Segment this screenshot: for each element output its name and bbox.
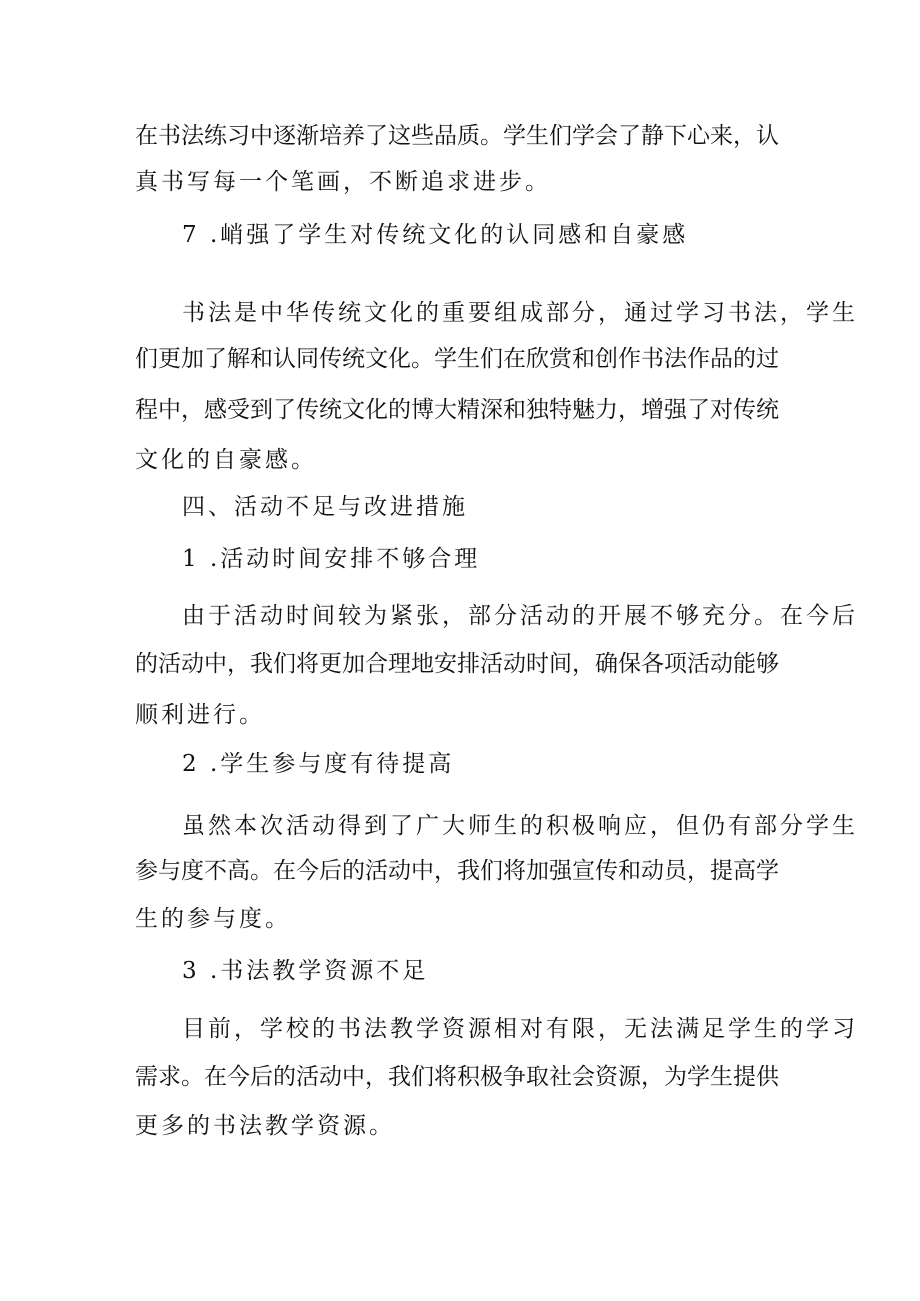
subheading-2: 2 .学生参与度有待提高 [182, 751, 455, 777]
section-heading-4: 四、活动不足与改进措施 [182, 494, 468, 520]
text-line: 文化的自豪感。 [135, 447, 317, 473]
text-line: 的活动中，我们将更加合理地安排活动时间，确保各项活动能够 [135, 651, 779, 677]
subheading-1: 1 .活动时间安排不够合理 [182, 546, 481, 572]
text-line: 生的参与度。 [135, 906, 291, 932]
text-line: 更多的书法教学资源。 [135, 1113, 395, 1139]
subheading-7: 7 .峭强了学生对传统文化的认同感和自豪感 [182, 222, 689, 248]
text-line: 目前，学校的书法教学资源相对有限，无法满足学生的学习 [182, 1016, 858, 1042]
subheading-3: 3 .书法教学资源不足 [182, 958, 429, 984]
text-line: 顺利进行。 [135, 702, 265, 728]
text-line: 需求。在今后的活动中，我们将积极争取社会资源，为学生提供 [135, 1064, 779, 1090]
text-line: 虽然本次活动得到了广大师生的积极响应，但仍有部分学生 [182, 813, 858, 839]
text-line: 们更加了解和认同传统文化。学生们在欣赏和创作书法作品的过 [135, 346, 779, 372]
text-line: 由于活动时间较为紧张，部分活动的开展不够充分。在今后 [182, 603, 858, 629]
text-line: 在书法练习中逐渐培养了这些品质。学生们学会了静下心来，认 [135, 123, 779, 149]
text-line: 真书写每一个笔画，不断追求进步。 [135, 169, 551, 195]
text-line: 书法是中华传统文化的重要组成部分，通过学习书法，学生 [182, 300, 858, 326]
text-line: 程中，感受到了传统文化的博大精深和独特魅力，增强了对传统 [135, 397, 779, 423]
text-line: 参与度不高。在今后的活动中，我们将加强宣传和动员，提高学 [135, 858, 779, 884]
